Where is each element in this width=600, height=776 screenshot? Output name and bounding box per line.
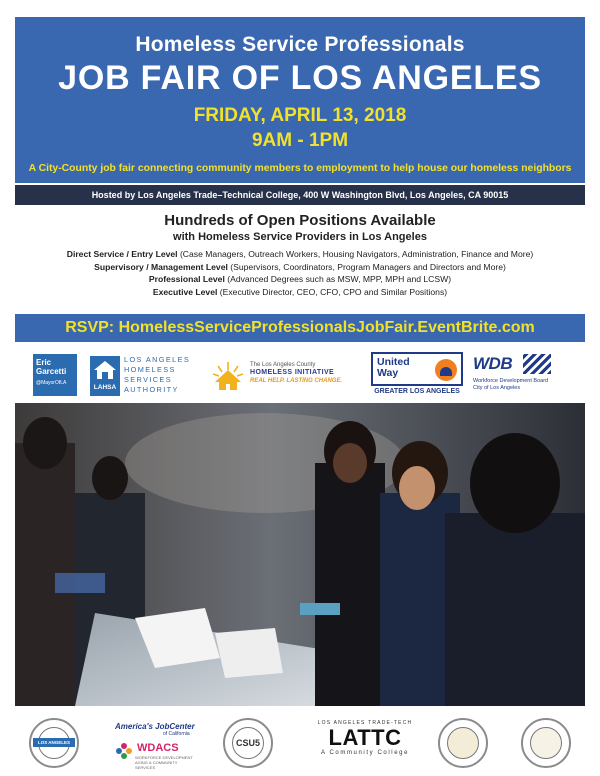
lattc-abbr: LATTC bbox=[328, 725, 402, 750]
lahsa-abbr: LAHSA bbox=[93, 384, 117, 391]
lahsa-line: SERVICES bbox=[124, 375, 172, 384]
united-way-emblem-icon bbox=[435, 359, 457, 381]
wdb-line: City of Los Angeles bbox=[473, 385, 521, 391]
wdb-stripes-icon bbox=[523, 354, 551, 374]
position-level-detail: (Case Managers, Outreach Workers, Housing Navigators, Administration, Finance and More) bbox=[177, 249, 534, 259]
header-band bbox=[15, 17, 585, 183]
city-of-los-angeles-seal bbox=[438, 718, 488, 768]
lattc-logo bbox=[305, 720, 425, 770]
sponsor-logo-row bbox=[15, 348, 585, 403]
ajcc-state: of California bbox=[163, 731, 190, 737]
rsvp-link[interactable]: RSVP: HomelessServiceProfessionalsJobFair.EventBrite.com bbox=[15, 314, 585, 342]
event-title-line-1: Homeless Service Professionals bbox=[135, 33, 465, 56]
seal-ring-icon bbox=[530, 727, 562, 759]
garcetti-handle: @MayorOfLA bbox=[36, 380, 67, 386]
host-info: Hosted by Los Angeles Trade–Technical College, 400 W Washington Blvd, Los Angeles, CA 90015 bbox=[15, 185, 585, 205]
position-level-name: Executive Level bbox=[152, 286, 218, 297]
wdacs-flower-icon bbox=[115, 742, 133, 760]
wdb-logo bbox=[473, 352, 573, 399]
ewdd-seal-logo bbox=[29, 718, 79, 768]
ajcc-wdacs-logo bbox=[115, 722, 197, 770]
united-way-line: United bbox=[377, 356, 410, 368]
position-level-detail: (Advanced Degrees such as MSW, MPP, MPH and LCSW) bbox=[224, 274, 452, 284]
ewdd-seal-label: LOS ANGELES bbox=[33, 738, 75, 747]
job-fair-photo-illustration bbox=[15, 403, 585, 706]
event-tagline: A City-County job fair connecting community members to employment to help house our homeless neighbors bbox=[28, 163, 572, 174]
event-title-line-2: JOB FAIR OF LOS ANGELES bbox=[58, 59, 542, 97]
homeless-initiative-line-2: HOMELESS INITIATIVE bbox=[250, 369, 335, 376]
partner-logo-row bbox=[15, 712, 585, 772]
house-icon bbox=[93, 360, 117, 380]
wdb-line: Workforce Development Board bbox=[473, 378, 549, 384]
lahsa-mark bbox=[90, 356, 120, 396]
lahsa-line: AUTHORITY bbox=[124, 385, 179, 394]
job-fair-photo bbox=[15, 403, 585, 706]
lahsa-line: LOS ANGELES bbox=[124, 355, 191, 364]
positions-subheadline: with Homeless Service Providers in Los Angeles bbox=[173, 231, 427, 243]
position-level-row bbox=[15, 248, 585, 261]
position-level-row bbox=[15, 286, 585, 299]
csu-label: CSU5 bbox=[235, 738, 260, 748]
united-way-box bbox=[371, 352, 463, 386]
lahsa-wordmark bbox=[124, 355, 190, 395]
wdacs-line: AGING & COMMUNITY SERVICES bbox=[135, 760, 178, 770]
homeless-initiative-line-1: The Los Angeles County bbox=[250, 362, 316, 368]
united-way-subtitle: GREATER LOS ANGELES bbox=[374, 388, 460, 395]
united-way-logo bbox=[371, 352, 463, 399]
position-level-row bbox=[15, 273, 585, 286]
lattc-line-1: LOS ANGELES TRADE-TECH bbox=[317, 720, 413, 726]
wdacs-line: WORKFORCE DEVELOPMENT bbox=[135, 755, 193, 760]
position-level-row bbox=[15, 261, 585, 274]
event-time: 9AM - 1PM bbox=[251, 130, 349, 151]
homeless-initiative-logo bbox=[210, 354, 360, 398]
seal-ring-icon bbox=[232, 727, 264, 759]
ajcc-name: America's JobCenter bbox=[115, 722, 195, 731]
positions-headline: Hundreds of Open Positions Available bbox=[164, 212, 436, 229]
wdacs-subtitle bbox=[135, 755, 197, 770]
united-way-name bbox=[377, 357, 410, 379]
united-way-line: Way bbox=[377, 367, 399, 379]
lattc-line-2: A Community College bbox=[320, 750, 410, 756]
event-date: FRIDAY, APRIL 13, 2018 bbox=[193, 105, 407, 126]
position-level-name: Supervisory / Management Level bbox=[94, 261, 228, 272]
wdb-abbr: WDB bbox=[473, 354, 513, 373]
garcetti-logo bbox=[33, 354, 77, 396]
homeless-initiative-line-3: REAL HELP. LASTING CHANGE. bbox=[250, 378, 343, 384]
wdacs-abbr: WDACS bbox=[137, 742, 179, 754]
csu-seal-logo bbox=[223, 718, 273, 768]
lahsa-line: HOMELESS bbox=[124, 365, 176, 374]
positions-section bbox=[15, 212, 585, 298]
position-level-name: Professional Level bbox=[148, 274, 225, 284]
lahsa-logo bbox=[90, 354, 200, 398]
wdb-subtitle bbox=[473, 378, 548, 392]
position-level-detail: (Executive Director, CEO, CFO, CPO and Similar Positions) bbox=[217, 286, 448, 297]
county-of-los-angeles-seal bbox=[521, 718, 571, 768]
position-level-detail: (Supervisors, Coordinators, Program Managers and Directors and More) bbox=[227, 261, 506, 272]
garcetti-name: Eric Garcetti bbox=[36, 358, 67, 376]
sunrise-house-icon bbox=[210, 358, 246, 392]
seal-ring-icon bbox=[447, 727, 479, 759]
position-level-name: Direct Service / Entry Level bbox=[66, 249, 178, 259]
